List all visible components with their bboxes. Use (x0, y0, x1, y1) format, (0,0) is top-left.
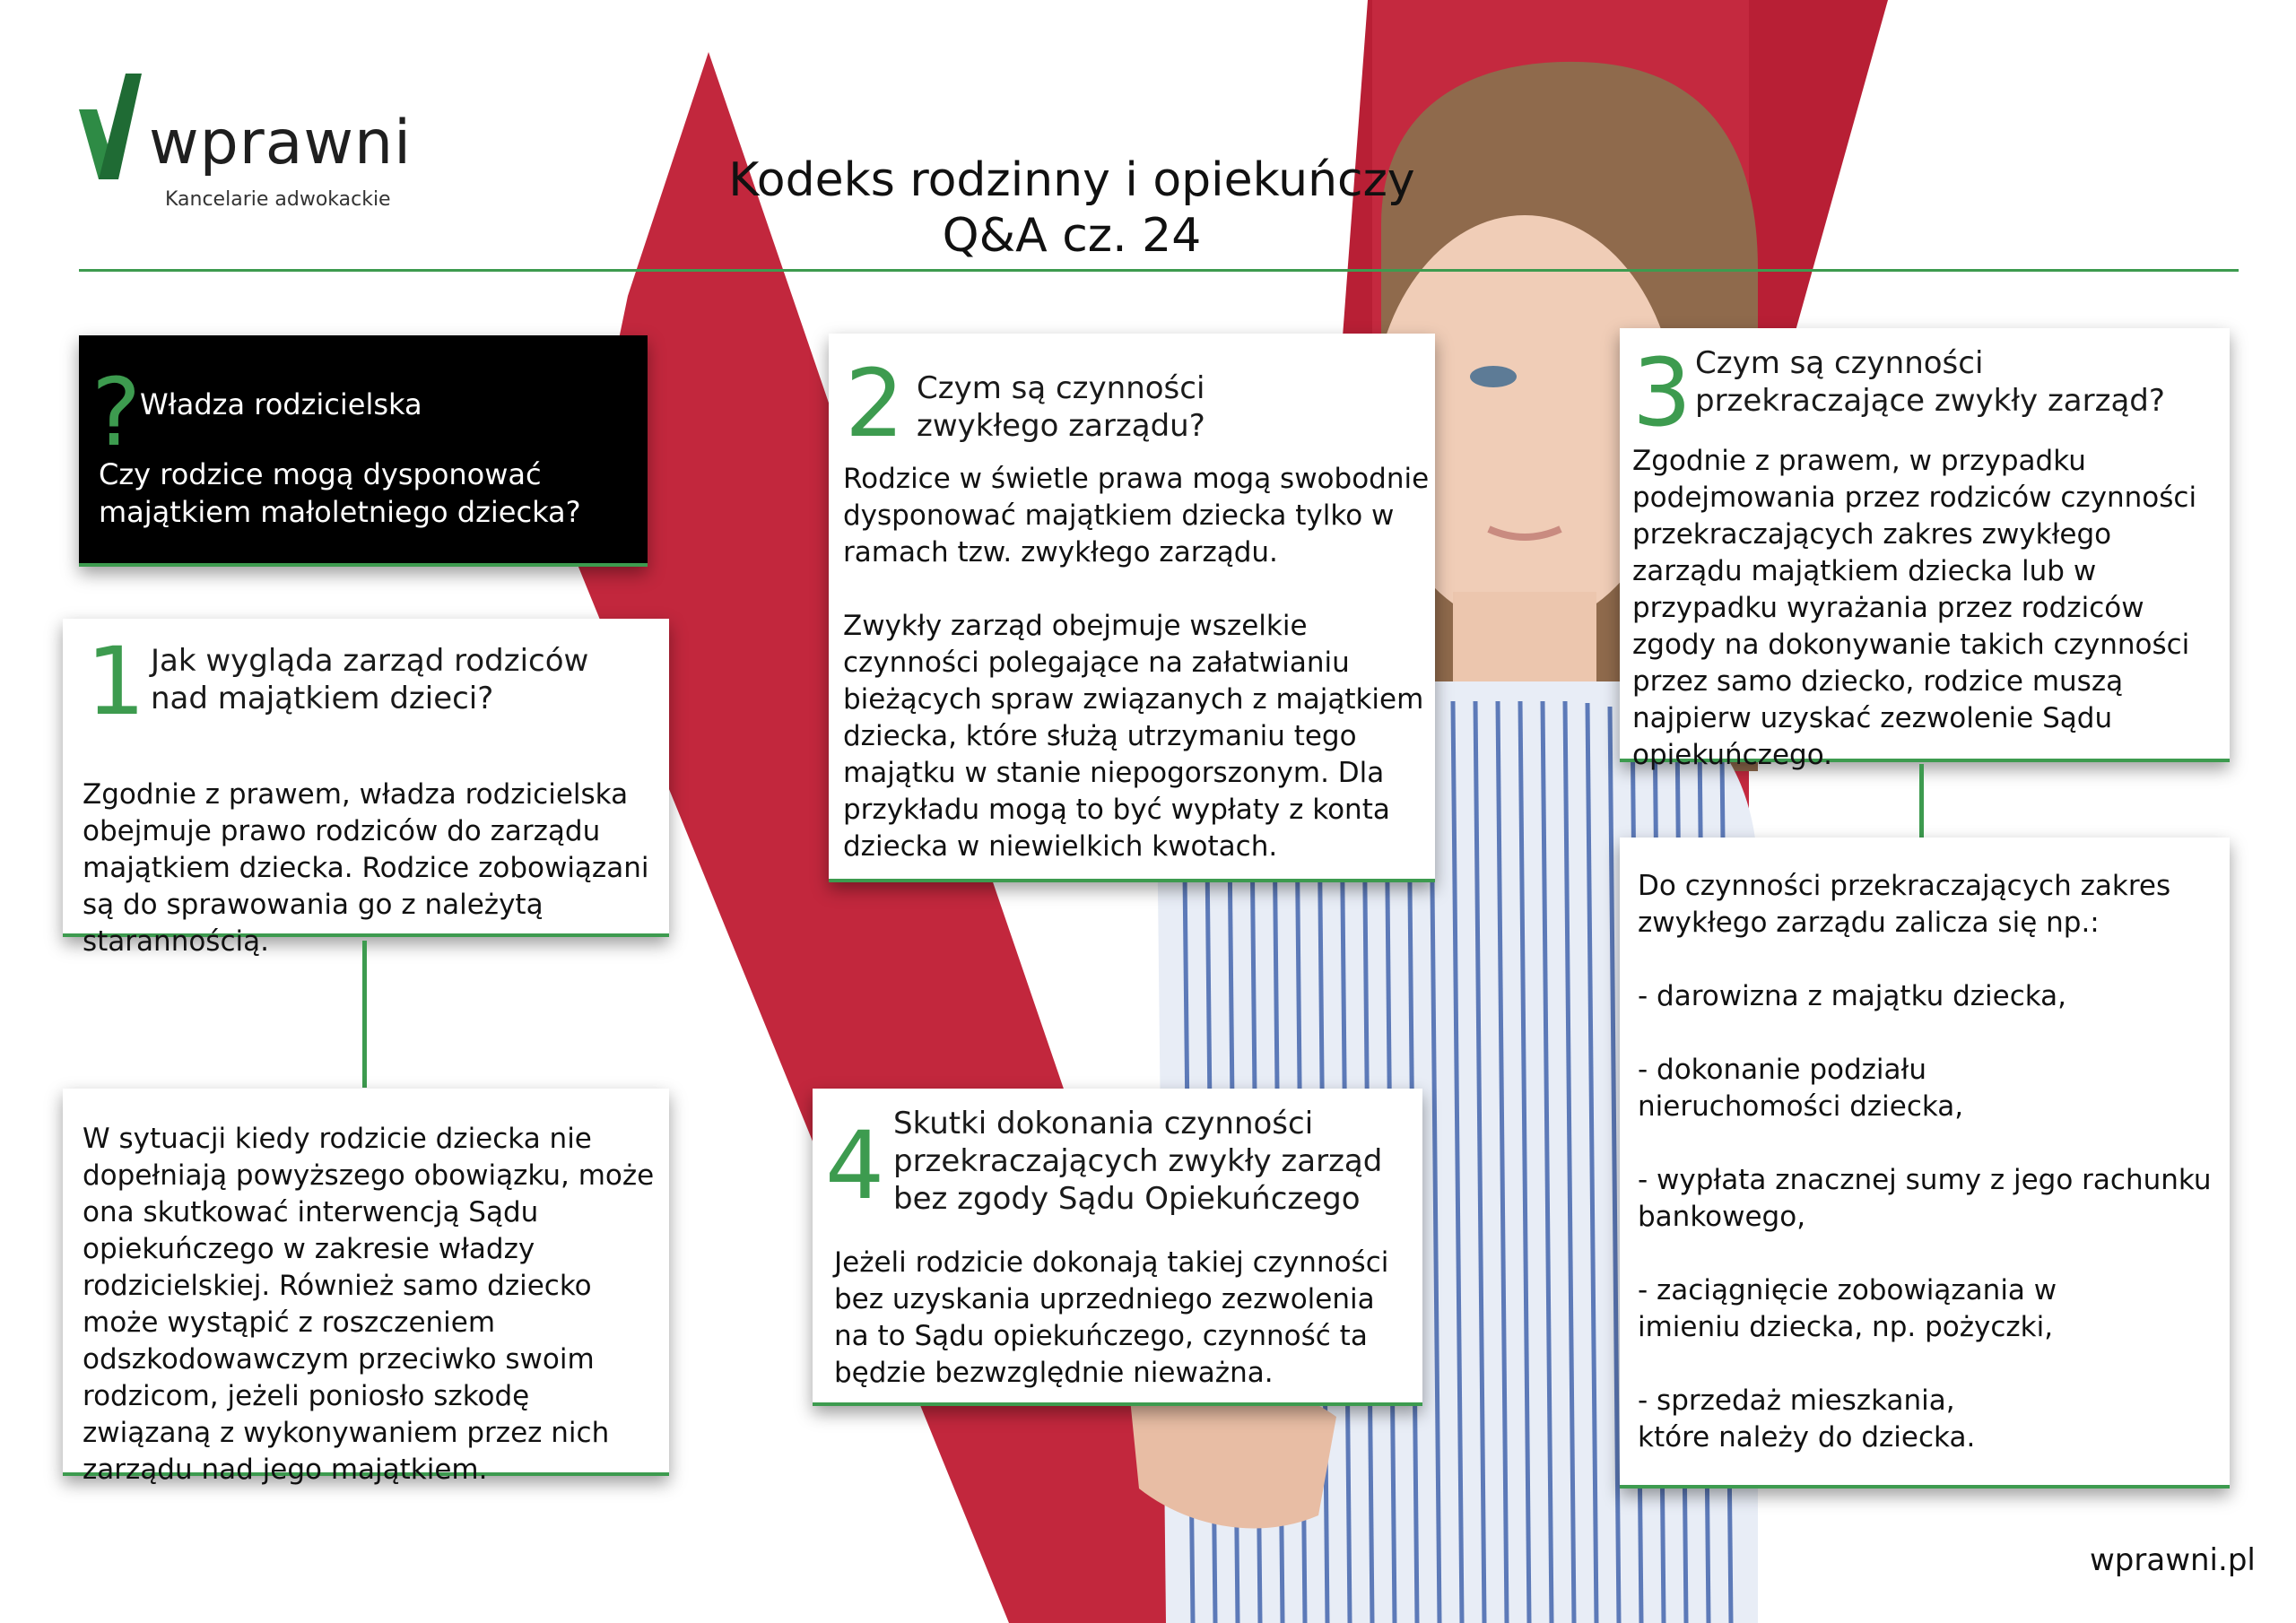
section-body: Zgodnie z prawem, władza rodzicielska obejmuje prawo rodziców do zarządu majątkiem dziecka. Rodzice zobowiązani są do sprawowania go z należytą starannością. (83, 778, 649, 958)
intro-question: Czy rodzice mogą dysponować majątkiem małoletniego dziecka? (99, 457, 581, 529)
section-followup-body: W sytuacji kiedy rodzicie dziecka nie dopełniają powyższego obowiązku, może ona skutkować interwencją Sądu opiekuńczego w zakresie władzy rodzicielskiej. Również samo dziecko może wystąpić z roszczeniem odszkodowawczym przeciwko swoim rodzicom, jeżeli poniosło szkodę związaną z wykonywaniem przez nich zarządu nad jego majątkiem. (83, 1123, 655, 1486)
section-number: 4 (825, 1111, 885, 1220)
brand-name: wprawni (149, 108, 413, 178)
section-body: Jeżeli rodzicie dokonają takiej czynności bez uzyskania uprzedniego zezwolenia na to Sądu opiekuńczego, czynność ta będzie bezwzględnie nieważna. (834, 1246, 1389, 1389)
section-number: 3 (1632, 338, 1692, 447)
page-title (709, 152, 1435, 264)
section-number: 1 (86, 627, 146, 736)
footer-website-link[interactable]: wprawni.pl (2090, 1542, 2256, 1578)
section-heading: Jak wygląda zarząd rodziców nad majątkiem dzieci? (151, 643, 589, 716)
section-heading: Czym są czynności zwykłego zarządu? (917, 370, 1205, 444)
section-followup-body: Do czynności przekraczających zakres zwykłego zarządu zalicza się np.: - darowizna z majątku dziecka, - dokonanie podziału nieruchomości dziecka, - wypłata znacznej sumy z jego rachunku bankowego, - zaciągnięcie zobowiązania w imieniu dziecka, np. pożyczki, - sprzedaż mieszkania, które należy do dziecka. (1638, 870, 2212, 1454)
section-body: Rodzice w świetle prawa mogą swobodnie dysponować majątkiem dziecka tylko w ramach tzw. zwykłego zarządu. Zwykły zarząd obejmuje wszelkie czynności polegające na załatwianiu bieżących spraw związanych z majątkiem dziecka, które służą utrzymaniu tego majątku w stanie niepogorszonym. Dla przykładu mogą to być wypłaty z konta dziecka w niewielkich kwotach. (843, 463, 1430, 863)
title-line-2: Q&A cz. 24 (942, 209, 1202, 263)
section-card-1 (63, 619, 669, 958)
section-card-4 (813, 1089, 1422, 1406)
brand-logo (79, 70, 420, 222)
section-card-3 (1620, 328, 2230, 771)
header-divider (79, 269, 2239, 272)
section-number: 2 (845, 349, 905, 458)
intro-card (79, 335, 648, 567)
connector-line-1 (362, 941, 367, 1088)
section-body: Zgodnie z prawem, w przypadku podejmowania przez rodziców czynności przekraczających zakres zwykłego zarządu majątkiem dziecka lub w przypadku wyrażania przez rodziców zgody na dokonywanie takich czynności przez samo dziecko, rodzice muszą najpierw uzyskać zezwolenie Sądu opiekuńczego. (1632, 445, 2197, 771)
title-line-1: Kodeks rodzinny i opiekuńczy (728, 153, 1415, 207)
section-card-2 (829, 334, 1435, 882)
connector-line-3 (1919, 764, 1924, 838)
intro-topic: Władza rodzicielska (140, 387, 422, 421)
section-card-1-followup (63, 1089, 669, 1486)
question-mark-icon: ? (91, 358, 142, 467)
section-heading: Skutki dokonania czynności przekraczających zwykły zarząd bez zgody Sądu Opiekuńczego (893, 1106, 1383, 1217)
section-heading: Czym są czynności przekraczające zwykły zarząd? (1695, 345, 2165, 419)
section-card-3-followup (1620, 838, 2230, 1488)
brand-tagline: Kancelarie adwokackie (165, 188, 391, 211)
v-checkmark-logo-icon (79, 74, 142, 179)
